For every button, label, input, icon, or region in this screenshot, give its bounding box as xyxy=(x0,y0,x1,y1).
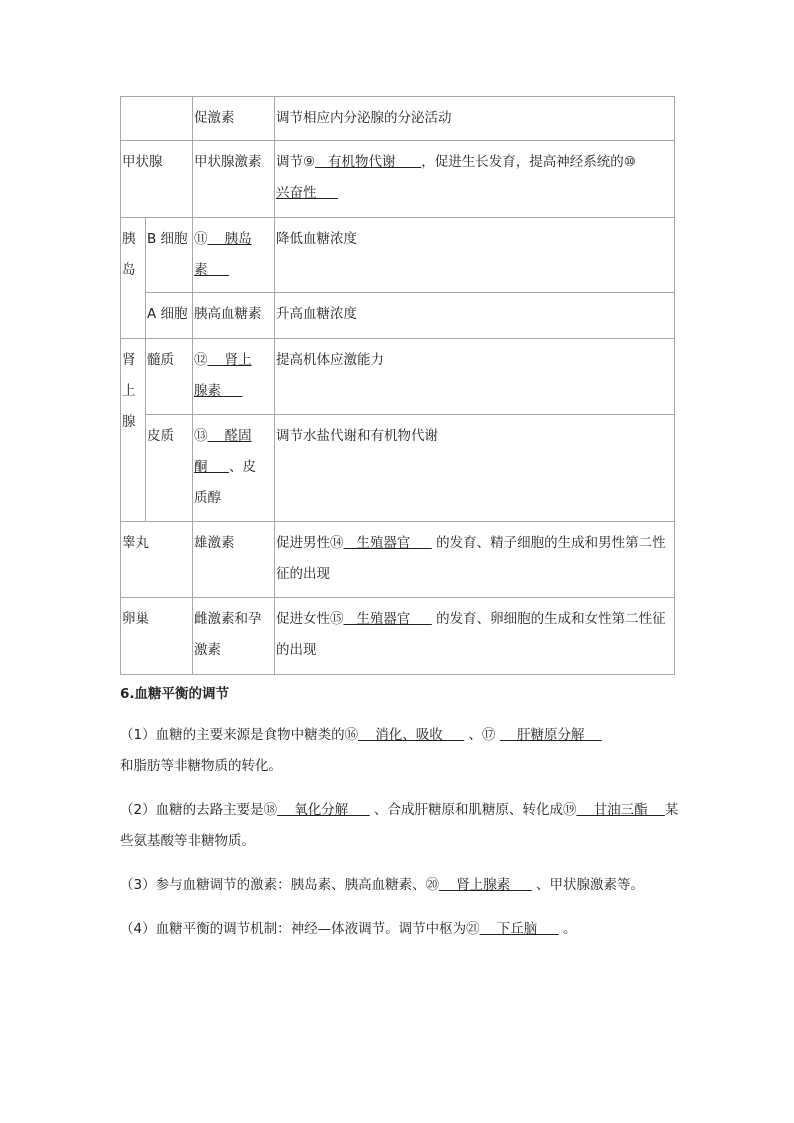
answer-blank: 生殖器官 xyxy=(343,535,432,551)
hormone-cell: 胰高血糖素 xyxy=(193,293,275,339)
paragraph-3: （3）参与血糖调节的激素：胰岛素、胰高血糖素、⑳ 肾上腺素 、甲状腺激素等。 xyxy=(120,877,645,893)
hormone-cell: ⑫ 肾上 腺素 xyxy=(193,339,275,415)
function-cell: 调节⑨ 有机物代谢 ，促进生长发育，提高神经系统的⑩兴奋性 xyxy=(275,141,675,218)
table-row xyxy=(121,293,675,339)
answer-blank: 腺素 xyxy=(194,383,243,399)
cell-type-cell: B 细胞 xyxy=(146,218,193,293)
answer-blank: 消化、吸收 xyxy=(358,727,465,743)
cell-type-cell: 皮质 xyxy=(146,415,193,522)
answer-blank: 氧化分解 xyxy=(277,802,370,818)
answer-blank: 有机物代谢 xyxy=(315,154,422,170)
answer-blank: 肝糖原分解 xyxy=(499,727,602,743)
gland-cell: 肾 上 腺 xyxy=(121,339,146,522)
gland-cell: 甲状腺 xyxy=(121,141,193,218)
hormone-cell: ⑬ 醛固 酮 、皮 质醇 xyxy=(193,415,275,522)
answer-blank: 醛固 xyxy=(207,428,252,444)
section-heading: 6.血糖平衡的调节 xyxy=(120,686,230,702)
table-row xyxy=(121,415,675,522)
function-cell: 降低血糖浓度 xyxy=(275,218,675,293)
hormone-cell: 甲状腺激素 xyxy=(193,141,275,218)
answer-blank: 生殖器官 xyxy=(343,611,432,627)
paragraph-2: （2）血糖的去路主要是⑱ 氧化分解 、合成肝糖原和肌糖原、转化成⑲ 甘油三酯 某些氨基酸等非糖物质。 xyxy=(120,802,679,849)
hormone-table xyxy=(120,96,675,675)
gland-cell: 睾丸 xyxy=(121,522,193,598)
hormone-cell: 雄激素 xyxy=(193,522,275,598)
function-cell: 促进女性⑮ 生殖器官 的发育、卵细胞的生成和女性第二性征的出现 xyxy=(275,598,675,675)
answer-blank: 肾上腺素 xyxy=(439,877,532,893)
paragraph-4: （4）血糖平衡的调节机制：神经—体液调节。调节中枢为㉑ 下丘脑 。 xyxy=(120,921,577,937)
table-row xyxy=(121,97,675,141)
table-row xyxy=(121,218,675,293)
paragraph-1: （1）血糖的主要来源是食物中糖类的⑯ 消化、吸收 、⑰ 肝糖原分解 和脂肪等非糖物质的转化。 xyxy=(120,727,602,774)
cell-type-cell: A 细胞 xyxy=(146,293,193,339)
table-row xyxy=(121,339,675,415)
table-row xyxy=(121,141,675,218)
hormone-cell: 促激素 xyxy=(193,97,275,141)
answer-blank: 甘油三酯 xyxy=(576,802,665,818)
cell-type-cell: 髓质 xyxy=(146,339,193,415)
hormone-cell: ⑪ 胰岛 素 xyxy=(193,218,275,293)
hormone-cell: 雌激素和孕激素 xyxy=(193,598,275,675)
gland-cell: 胰 岛 xyxy=(121,218,146,339)
answer-blank: 酮 xyxy=(194,459,229,475)
answer-blank: 素 xyxy=(194,262,229,278)
function-cell: 促进男性⑭ 生殖器官 的发育、精子细胞的生成和男性第二性征的出现 xyxy=(275,522,675,598)
function-cell: 调节水盐代谢和有机物代谢 xyxy=(275,415,675,522)
answer-blank: 兴奋性 xyxy=(276,185,338,201)
gland-cell xyxy=(121,97,193,141)
table-row xyxy=(121,522,675,598)
answer-blank: 胰岛 xyxy=(207,231,252,247)
table-row xyxy=(121,598,675,675)
answer-blank: 下丘脑 xyxy=(479,921,559,937)
answer-blank: 肾上 xyxy=(207,352,252,368)
function-cell: 提高机体应激能力 xyxy=(275,339,675,415)
function-cell: 升高血糖浓度 xyxy=(275,293,675,339)
function-cell: 调节相应内分泌腺的分泌活动 xyxy=(275,97,675,141)
gland-cell: 卵巢 xyxy=(121,598,193,675)
